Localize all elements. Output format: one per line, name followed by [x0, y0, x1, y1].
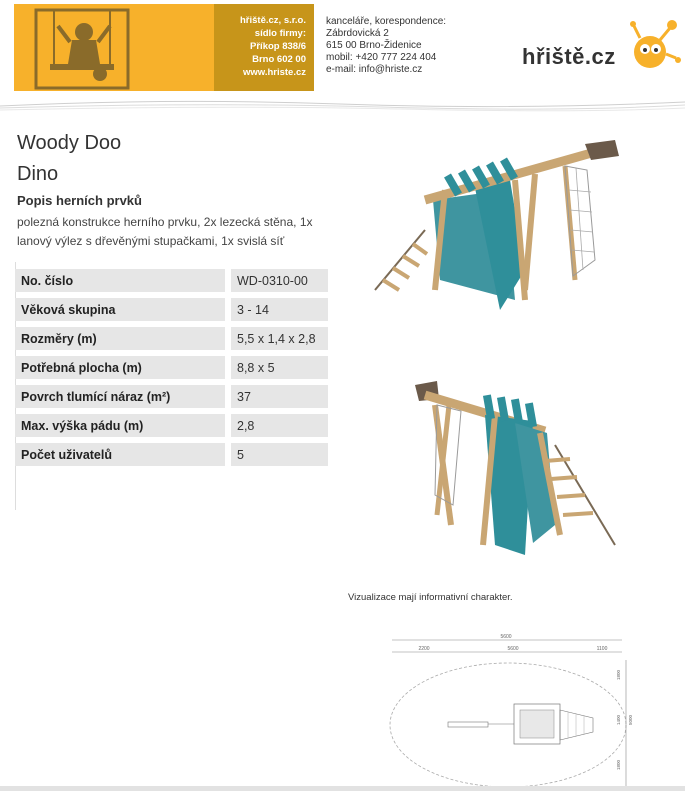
drawing-top-dimension: 5600	[500, 634, 512, 640]
footer-bar	[0, 786, 685, 791]
spec-label: No. číslo	[15, 269, 225, 292]
spec-table	[15, 263, 328, 472]
visualization-note: Vizualizace mají informativní charakter.	[348, 592, 513, 603]
spec-row	[15, 385, 328, 408]
brand-wordmark: hřiště.cz	[522, 44, 616, 69]
spec-value: 5	[225, 443, 328, 466]
spec-label: Věková skupina	[15, 298, 225, 321]
contact-block	[326, 16, 446, 76]
product-description: polezná konstrukce herního prvku, 2x lezecká stěna, 1x lanový výlez s dřevěnými stupačkami, 1x svislá síť	[17, 215, 313, 248]
drawing-side-dim-1: 1800	[616, 669, 621, 680]
spec-row	[15, 356, 328, 379]
spec-label: Potřebná plocha (m)	[15, 356, 225, 379]
product-render-front	[365, 130, 665, 330]
header-divider-wave	[0, 96, 685, 114]
spec-value: 37	[225, 385, 328, 408]
contact-city: 615 00 Brno-Židenice	[326, 40, 422, 51]
spec-value: 3 - 14	[225, 298, 328, 321]
spec-label: Počet uživatelů	[15, 443, 225, 466]
spec-label: Max. výška pádu (m)	[15, 414, 225, 437]
company-website[interactable]: www.hriste.cz	[243, 67, 306, 78]
layout-technical-drawing	[378, 630, 638, 791]
drawing-segment-right: 1100	[596, 646, 608, 652]
spec-value: 8,8 x 5	[225, 356, 328, 379]
section-heading: Popis herních prvků	[17, 193, 142, 208]
product-series-title: Woody Doo	[17, 132, 122, 154]
drawing-segment-middle: 5600	[507, 646, 519, 652]
drawing-side-dim-4: 1800	[616, 759, 621, 770]
company-city: Brno 602 00	[252, 54, 306, 65]
drawing-side-dim-2: 1400	[616, 714, 621, 725]
spec-row	[15, 414, 328, 437]
spec-value: 2,8	[225, 414, 328, 437]
spec-value: 5,5 x 1,4 x 2,8	[225, 327, 328, 350]
brand-mascot-icon	[620, 14, 682, 74]
contact-phone: mobil: +420 777 224 404	[326, 52, 437, 63]
company-name: hřiště.cz, s.r.o.	[240, 15, 306, 26]
contact-heading: kanceláře, korespondence:	[326, 16, 447, 27]
spec-row	[15, 327, 328, 350]
company-address-box	[214, 4, 314, 91]
contact-street: Zábrdovická 2	[326, 28, 389, 39]
product-name-title: Dino	[17, 163, 59, 185]
spec-row	[15, 443, 328, 466]
company-street: Příkop 838/6	[250, 41, 306, 52]
drawing-side-dim-3: 5000	[628, 714, 633, 725]
spec-value: WD-0310-00	[225, 269, 328, 292]
spec-label: Rozměry (m)	[15, 327, 225, 350]
drawing-segment-left: 2200	[418, 646, 430, 652]
product-render-back	[365, 375, 665, 575]
company-seat-label: sídlo firmy:	[254, 28, 306, 39]
spec-row	[15, 269, 328, 292]
spec-label: Povrch tlumící náraz (m²)	[15, 385, 225, 408]
contact-email[interactable]: e-mail: info@hriste.cz	[326, 64, 423, 75]
spec-row	[15, 298, 328, 321]
playground-logo-illustration	[14, 4, 214, 91]
